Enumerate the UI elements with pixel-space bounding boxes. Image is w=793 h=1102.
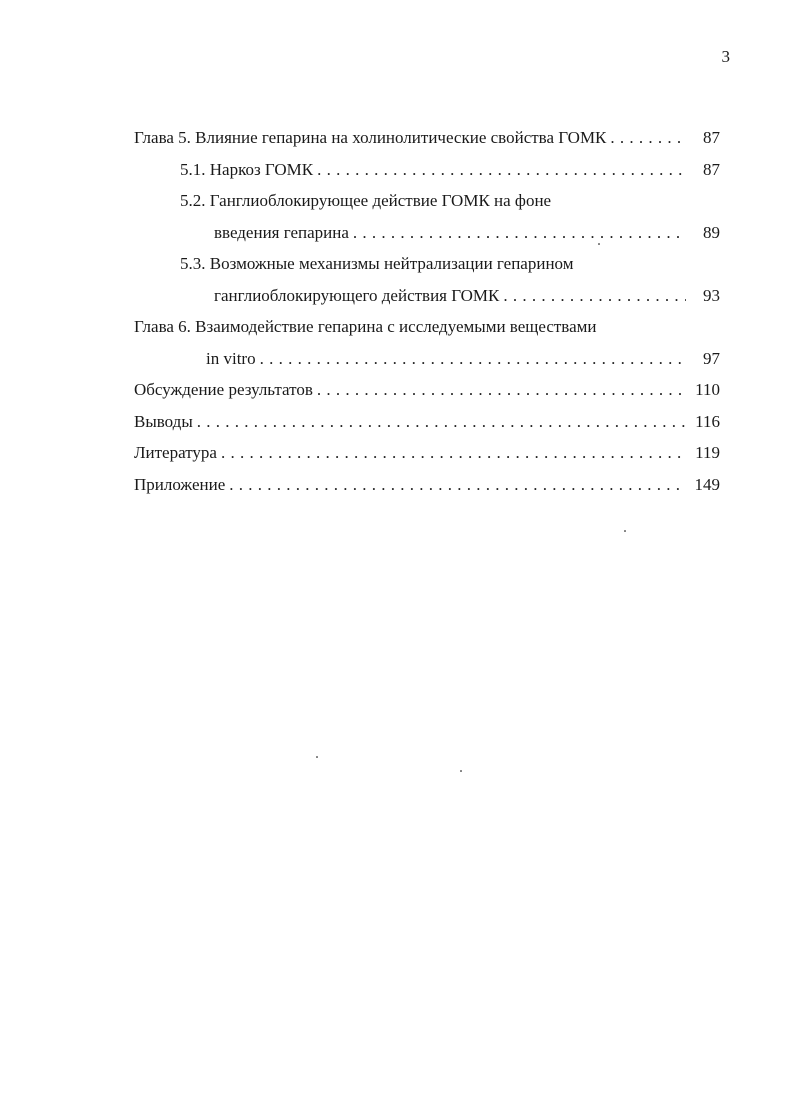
toc-entry-page: 89 [703, 222, 720, 242]
toc-entry-page: 116 [695, 411, 720, 431]
toc-entry-5-3 [134, 253, 720, 285]
toc-entry-chapter-5 [134, 127, 720, 159]
toc-entry-title: ганглиоблокирующего действия ГОМК [214, 285, 500, 305]
toc-entry-5-2 [134, 190, 720, 222]
toc-entry-page: 149 [694, 474, 720, 494]
toc-entry-page: 119 [695, 443, 720, 462]
toc-entry-title: 5.2. Ганглиоблокирующее действие ГОМК на фоне [180, 191, 552, 210]
toc-entry-page: 87 [703, 128, 720, 147]
toc-entry-5-2-continued [134, 222, 720, 254]
toc-entry-5-1 [134, 159, 720, 191]
toc-entry-title: Приложение [134, 474, 226, 494]
toc-entry-discussion [134, 379, 720, 411]
toc-entry-page: 97 [703, 348, 720, 368]
dot-leader [260, 348, 686, 370]
page-number: 3 [721, 47, 730, 66]
dot-leader [229, 474, 686, 496]
dot-leader [610, 127, 686, 149]
toc-entry-title: Обсуждение результатов [134, 380, 313, 399]
toc-entry-page: 87 [703, 159, 720, 179]
scan-speck [598, 243, 600, 245]
toc-entry-page: 93 [703, 285, 720, 305]
toc-entry-title: Литература [134, 443, 217, 462]
dot-leader [221, 442, 686, 464]
toc-entry-page: 110 [695, 380, 720, 399]
toc-entry-title: Выводы [134, 411, 193, 431]
toc-entry-chapter-6-continued [134, 348, 720, 380]
dot-leader [317, 159, 686, 181]
toc-entry-chapter-6 [134, 316, 720, 348]
toc-entry-literature [134, 442, 720, 474]
toc-entry-title: Глава 5. Влияние гепарина на холинолитические свойства ГОМК [134, 128, 607, 147]
toc-entry-title: 5.3. Возможные механизмы нейтрализации гепарином [180, 254, 574, 273]
scan-speck [460, 770, 462, 772]
scan-speck [316, 756, 318, 758]
toc-entry-title: in vitro [206, 348, 256, 368]
dot-leader [197, 411, 686, 433]
toc-entry-conclusions [134, 411, 720, 443]
table-of-contents [134, 127, 720, 505]
toc-entry-title: введения гепарина [214, 222, 349, 242]
toc-entry-title: Глава 6. Взаимодействие гепарина с исследуемыми веществами [134, 317, 597, 336]
toc-entry-5-3-continued [134, 285, 720, 317]
toc-entry-title: 5.1. Наркоз ГОМК [180, 159, 314, 179]
scan-speck [624, 530, 626, 532]
dot-leader [353, 222, 686, 244]
toc-entry-appendix [134, 474, 720, 506]
dot-leader [317, 379, 686, 401]
dot-leader [503, 285, 686, 307]
